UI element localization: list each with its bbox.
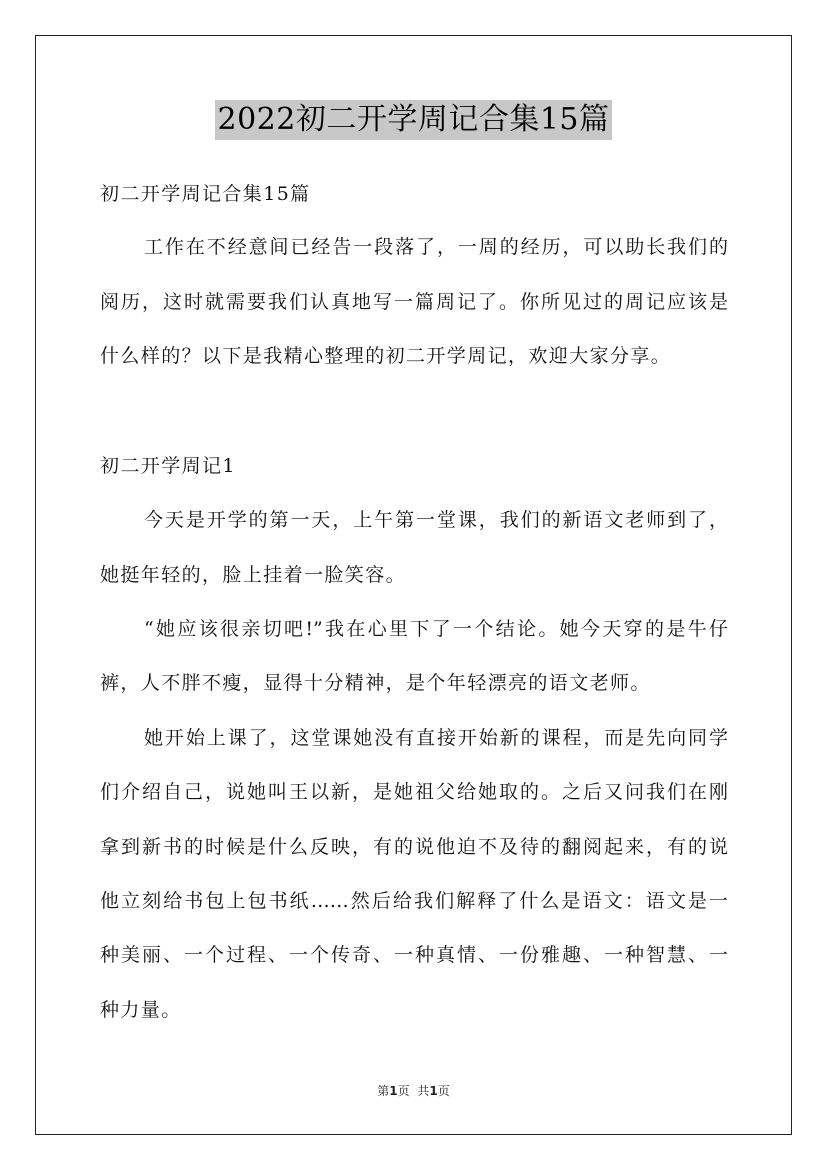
intro-line: 什么样的？以下是我精心整理的初二开学周记，欢迎大家分享。: [100, 345, 672, 367]
paragraph-line: “她应该很亲切吧!”我在心里下了一个结论。她今天穿的是牛仔: [144, 618, 728, 640]
paragraph-line: 种力量。: [100, 999, 182, 1021]
paragraph-line: 今天是开学的第一天，上午第一堂课，我们的新语文老师到了，: [144, 509, 728, 531]
section-heading: 初二开学周记1: [100, 455, 236, 477]
paragraph-line: 裤，人不胖不瘦，显得十分精神，是个年轻漂亮的语文老师。: [100, 672, 651, 694]
paragraph-line: 们介绍自己，说她叫王以新，是她祖父给她取的。之后又问我们在刚: [100, 781, 728, 803]
page-suffix: 页: [397, 1084, 410, 1098]
paragraph-line: 她挺年轻的，脸上挂着一脸笑容。: [100, 564, 407, 586]
document-subtitle: 初二开学周记合集15篇: [100, 183, 311, 205]
page-footer: [0, 1083, 827, 1099]
total-pages: 1: [429, 1084, 438, 1098]
intro-line: 工作在不经意间已经告一段落了，一周的经历，可以助长我们的: [144, 236, 728, 258]
intro-line: 阅历，这时就需要我们认真地写一篇周记了。你所见过的周记应该是: [100, 291, 728, 313]
title-container: [0, 100, 827, 140]
total-prefix: 共: [417, 1084, 430, 1098]
paragraph-line: 她开始上课了，这堂课她没有直接开始新的课程，而是先向同学: [144, 727, 728, 749]
paragraph-line: 种美丽、一个过程、一个传奇、一种真情、一份雅趣、一种智慧、一: [100, 944, 728, 966]
paragraph-line: 拿到新书的时候是什么反映，有的说他迫不及待的翻阅起来，有的说: [100, 836, 728, 858]
total-suffix: 页: [437, 1084, 450, 1098]
paragraph-line: 他立刻给书包上包书纸……然后给我们解释了什么是语文：语文是一: [100, 890, 728, 912]
page-number: 1: [389, 1084, 398, 1098]
page-prefix: 第: [377, 1084, 390, 1098]
document-title: 2022初二开学周记合集15篇: [215, 100, 611, 140]
